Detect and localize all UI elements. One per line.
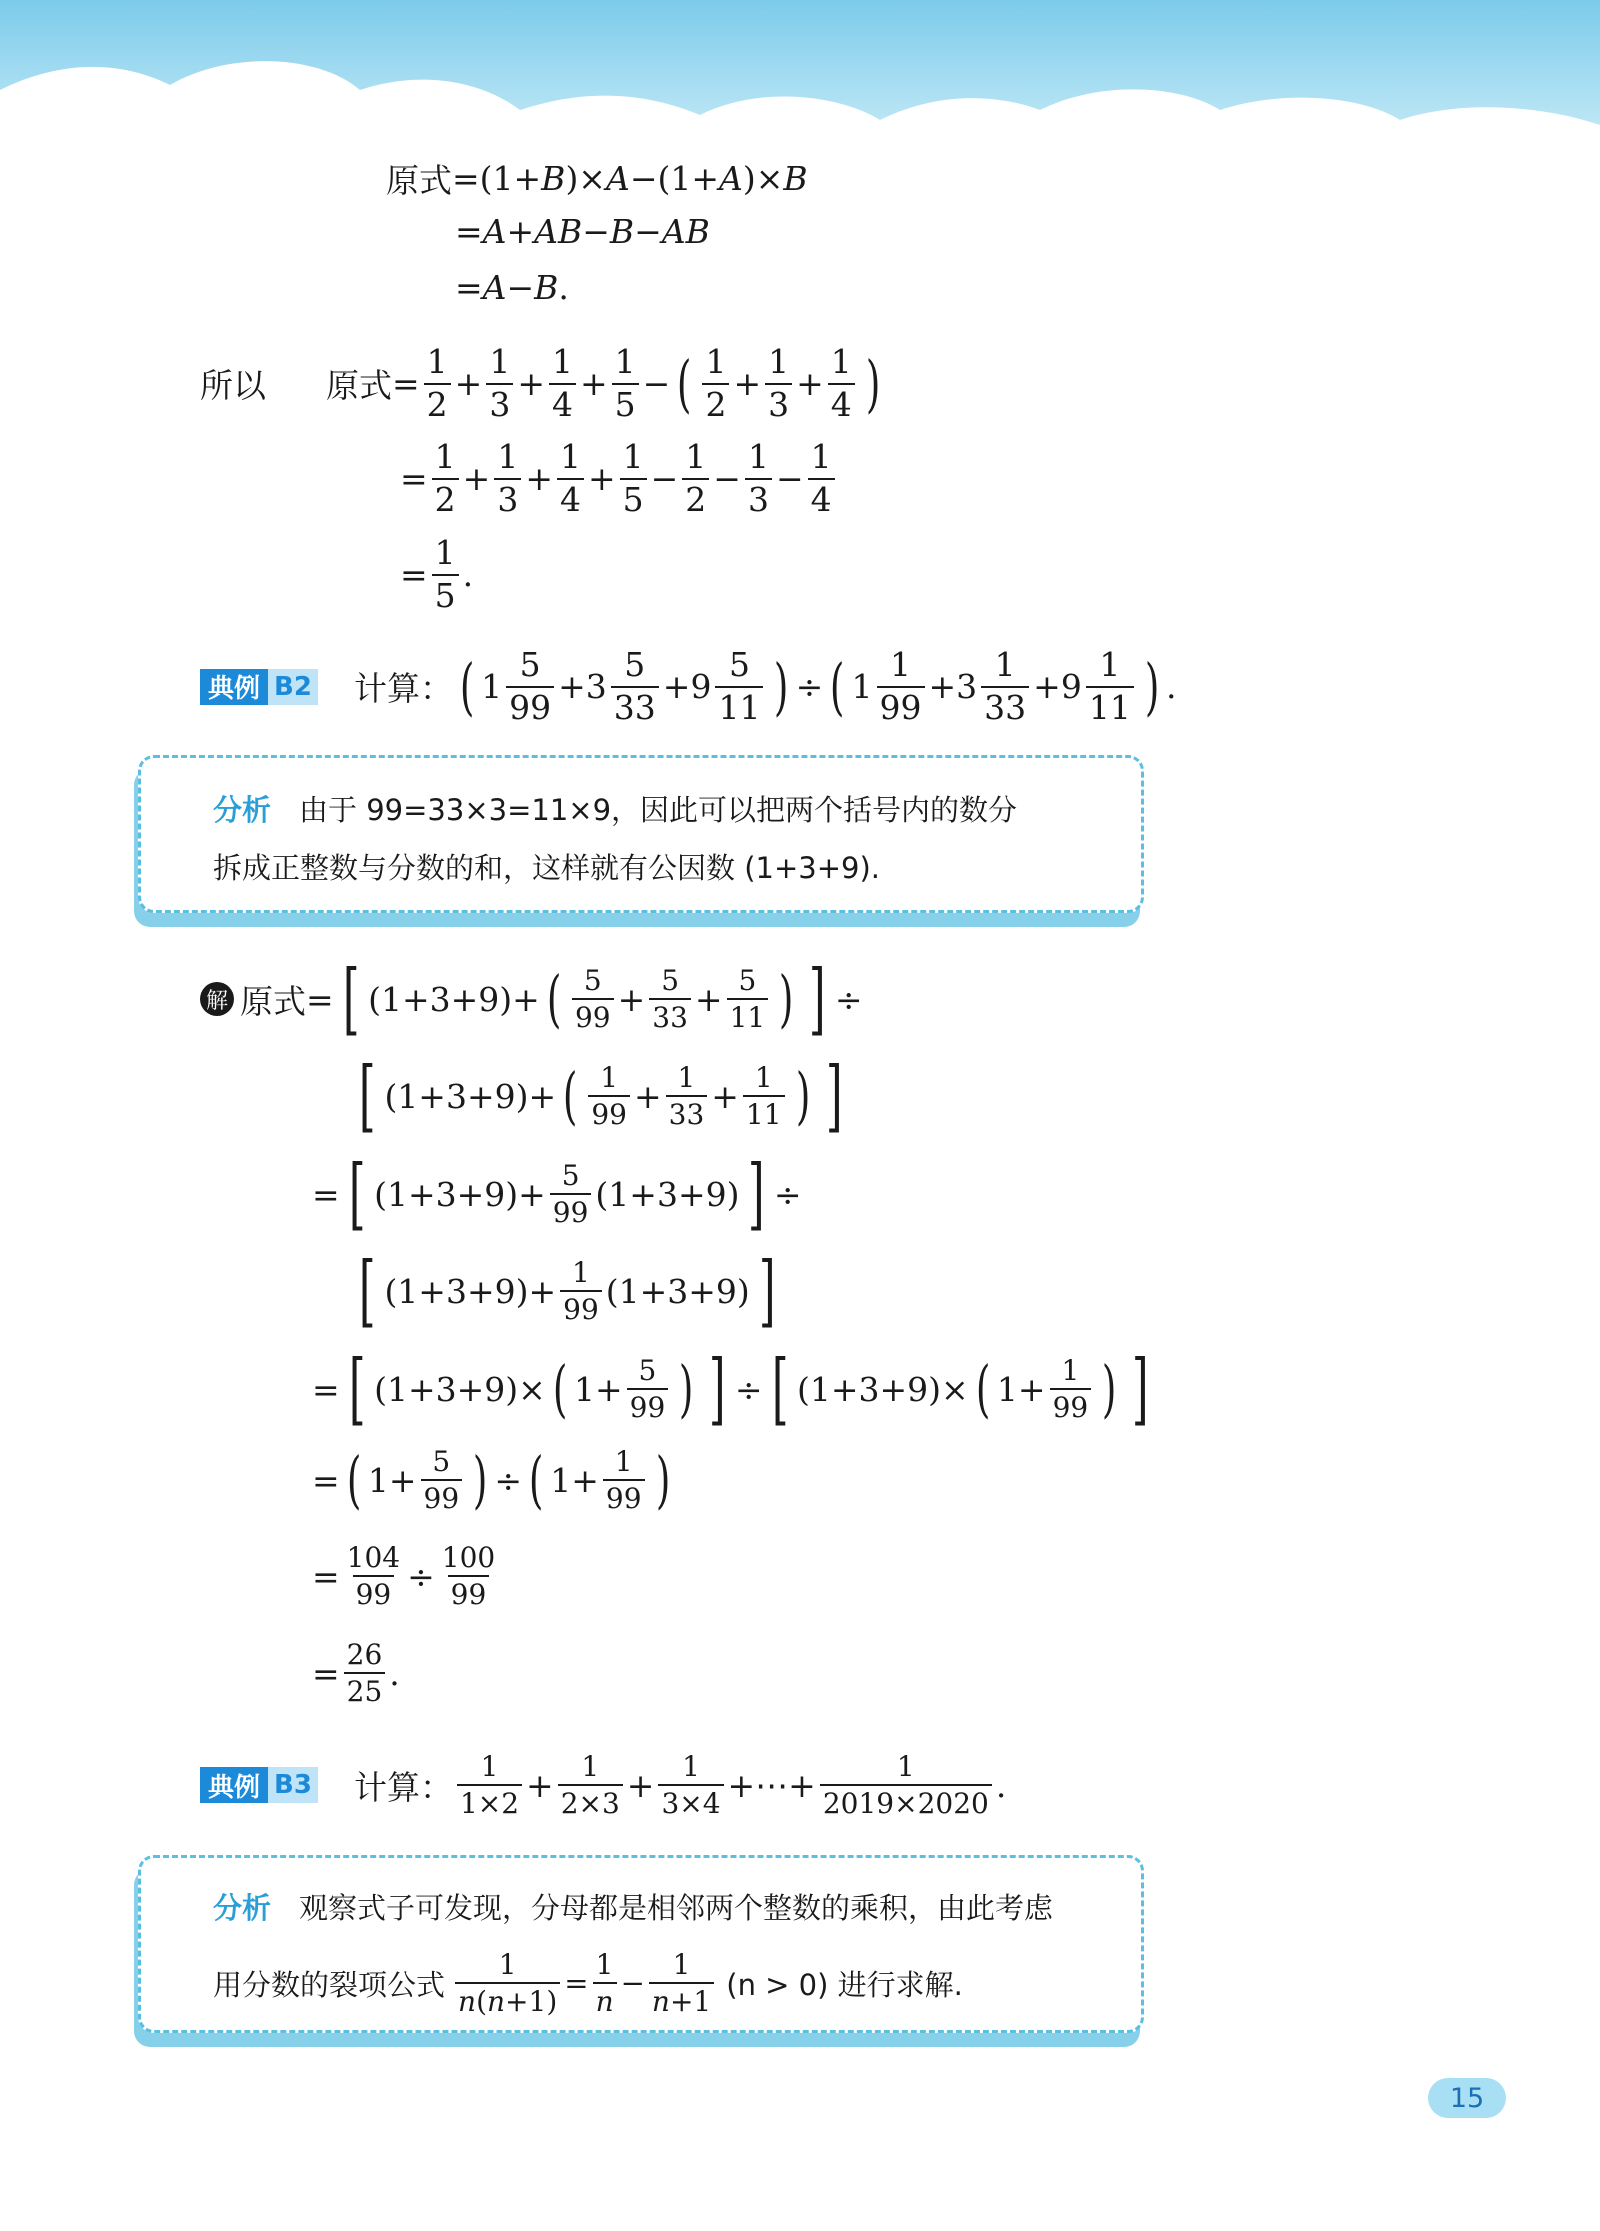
solution-line-1: 解 原式 = [ (1+3+9)+ ( $\frac{5}{99}$ + $\frac{5}{33}$ + $\frac{5}{11}$ ) ] ÷	[200, 960, 863, 1038]
analysis-heading: 分析	[213, 793, 272, 827]
suoyi-label: 所以	[200, 366, 266, 406]
math: =A+AB−B−AB	[455, 212, 710, 251]
yuanshi-label: 原式	[240, 981, 306, 1021]
math: =(1+B)×A−(1+A)×B	[452, 159, 808, 198]
solution-badge: 解	[200, 982, 234, 1016]
header-cloud-banner	[0, 0, 1600, 150]
identity-line-2	[455, 212, 710, 251]
analysis-b2-line-2: 拆成正整数与分数的和，这样就有公因数 (1+3+9).	[213, 851, 881, 885]
example-tag-b3: 典例 B3	[200, 1767, 318, 1803]
page-number: 15	[1428, 2078, 1506, 2118]
solution-line-4: [ (1+3+9)+ $\frac{1}{99}$ (1+3+9) ]	[358, 1246, 776, 1336]
identity-line-3	[455, 268, 569, 307]
identity-line-1	[386, 155, 808, 202]
so-line-1: 所以 原式 = $\frac{1}{2}$ + $\frac{1}{3}$ + $\frac{1}{4}$ + $\frac{1}{5}$ − ( $\frac{1}{2}$ + $\frac{1}{3}$ + $\frac{1}{4}$ )	[200, 342, 881, 424]
compute-label: 计算：	[353, 669, 453, 709]
example-tag-b2: 典例 B2	[200, 669, 318, 705]
compute-label: 计算：	[353, 1767, 453, 1807]
solution-line-8: = $\frac{26}{25}$ .	[312, 1638, 400, 1709]
analysis-heading: 分析	[213, 1891, 272, 1925]
solution-line-2: [ (1+3+9)+ ( $\frac{1}{99}$ + $\frac{1}{33}$ + $\frac{1}{11}$ ) ]	[358, 1051, 843, 1141]
math: =A−B.	[455, 268, 569, 307]
analysis-b2-line-1: 分析 由于 99=33×3=11×9，因此可以把两个括号内的数分	[213, 788, 1017, 829]
analysis-b3-line-2: 用分数的裂项公式 $\frac{1}{n(n+1)}$ = $\frac{1}{n}$ − $\frac{1}{n+1}$ (n > 0) 进行求解.	[213, 1948, 963, 2019]
solution-line-3: = [ (1+3+9)+ $\frac{5}{99}$ (1+3+9) ] ÷	[312, 1149, 802, 1239]
yuanshi-label: 原式	[326, 366, 392, 406]
analysis-box-b2	[138, 755, 1144, 913]
analysis-b3-line-1: 分析 观察式子可发现，分母都是相邻两个整数的乘积，由此考虑	[213, 1886, 1053, 1927]
example-b2-header: 典例 B2 计算： ( 1 $\frac{5}{99}$ +3 $\frac{5}{33}$ +9 $\frac{5}{11}$ ) ÷ ( 1 $\frac{1}{99}$ +3 $\frac{1}{33}$ +9 $\frac{1}{11}$ ) .	[200, 648, 1177, 725]
yuanshi-label: 原式	[386, 161, 452, 200]
analysis-box-b3	[138, 1855, 1144, 2033]
solution-line-7: = $\frac{104}{99}$ ÷ $\frac{100}{99}$	[312, 1541, 496, 1612]
so-line-3: = $\frac{1}{5}$ .	[400, 533, 474, 615]
example-b3-header: 典例 B3 计算： $\frac{1}{1\times 2}$ + $\frac{1}{2\times 3}$ + $\frac{1}{3\times 4}$ +⋯+ $\frac{1}{2019\times 2020}$ .	[200, 1752, 1006, 1819]
solution-line-5: = [ (1+3+9)× ( 1+ $\frac{5}{99}$ ) ] ÷ [ (1+3+9)× ( 1+ $\frac{1}{99}$ ) ]	[312, 1344, 1149, 1434]
solution-line-6: = ( 1+ $\frac{5}{99}$ ) ÷ ( 1+ $\frac{1}{99}$ )	[312, 1443, 670, 1517]
so-line-2: = $\frac{1}{2}$ + $\frac{1}{3}$ + $\frac{1}{4}$ + $\frac{1}{5}$ − $\frac{1}{2}$ − $\frac{1}{3}$ − $\frac{1}{4}$	[400, 440, 839, 517]
